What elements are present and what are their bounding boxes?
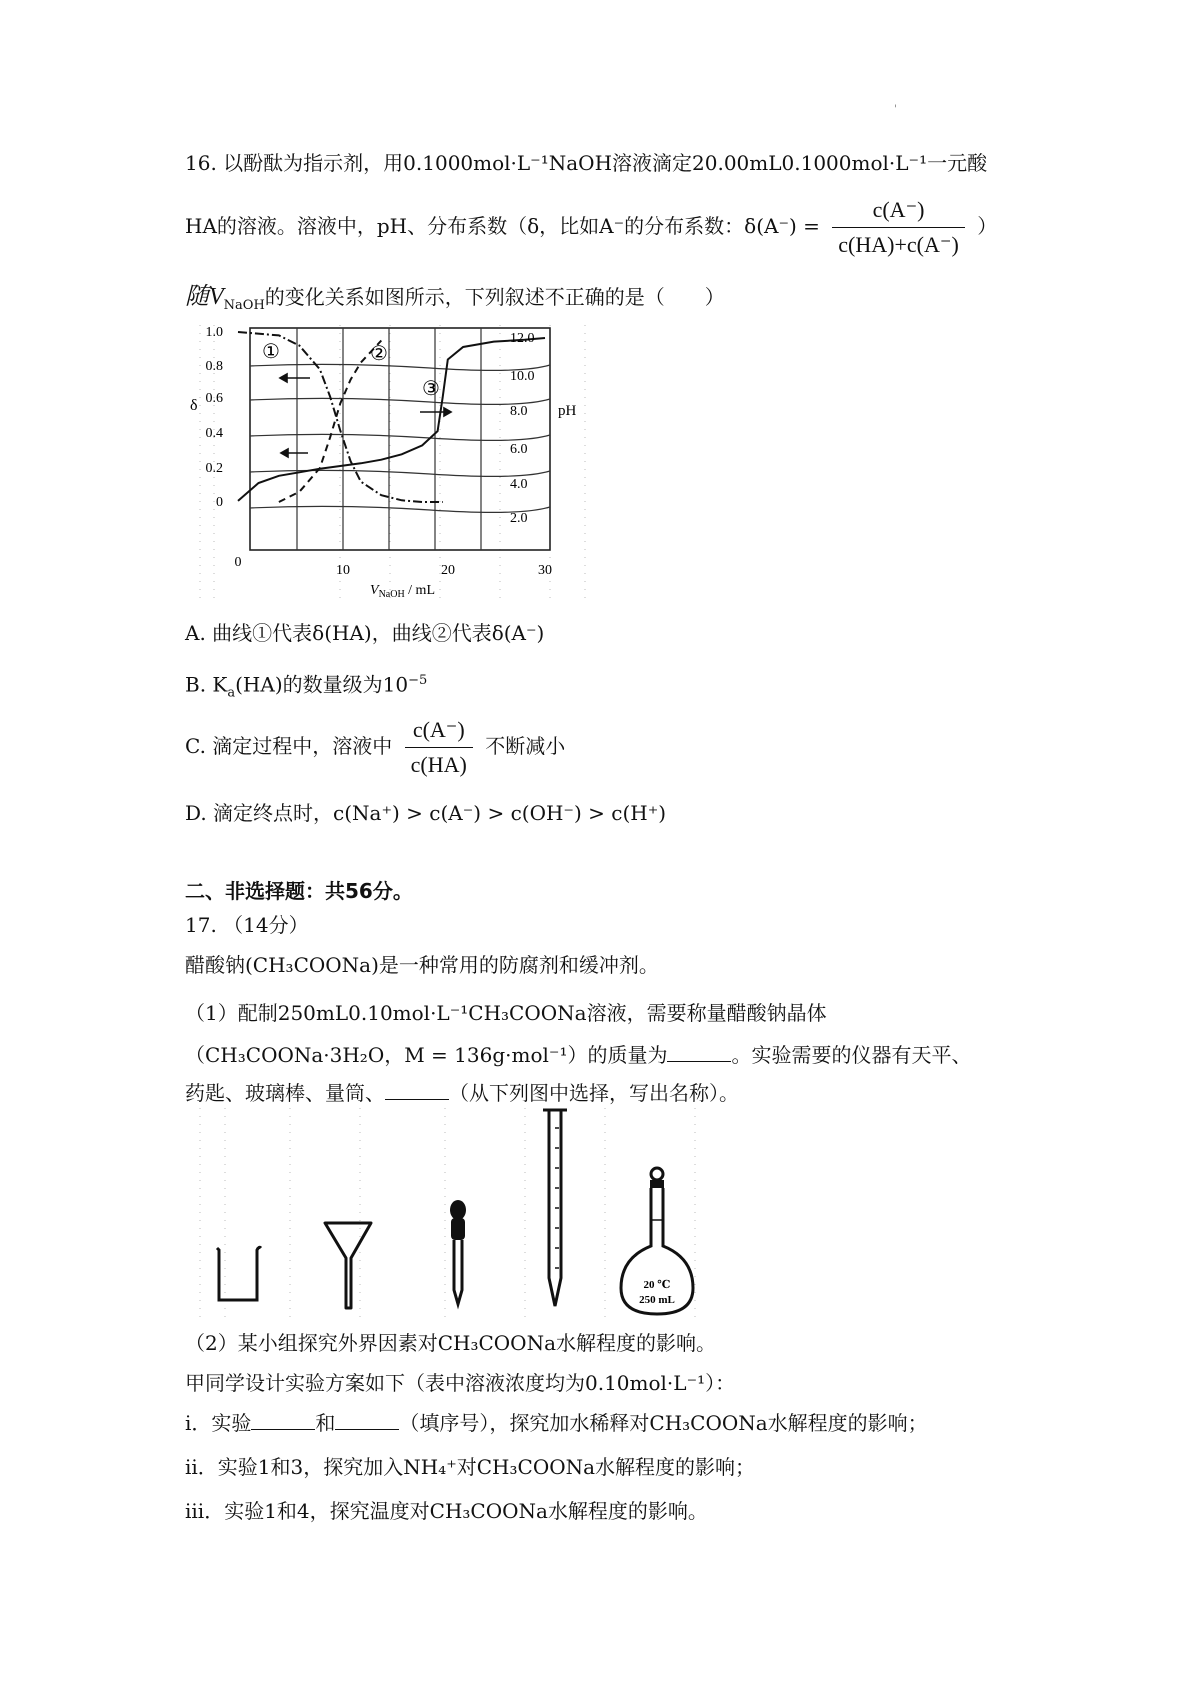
funnel-icon bbox=[325, 1223, 371, 1308]
q16-line1: 16. 以酚酞为指示剂，用0.1000mol·L⁻¹NaOH溶液滴定20.00mL0.1000mol·L⁻¹一元酸 bbox=[185, 151, 988, 175]
item-i-mid: 和 bbox=[315, 1411, 336, 1435]
curve-label-3: ③ bbox=[422, 378, 440, 400]
x-tick: 20 bbox=[441, 563, 455, 578]
x-tick: 0 bbox=[234, 555, 242, 570]
q16-option-a: A. 曲线①代表δ(HA)，曲线②代表δ(A⁻) bbox=[185, 621, 545, 645]
x-tick: 10 bbox=[336, 563, 350, 578]
curve-label-1: ① bbox=[262, 341, 280, 363]
y-right-tick: 12.0 bbox=[510, 331, 535, 346]
y-left-tick: 0.4 bbox=[205, 426, 223, 441]
option-c-pre: C. 滴定过程中，溶液中 bbox=[185, 734, 393, 758]
q17-item-i bbox=[185, 1408, 928, 1438]
y-left-tick: 0.8 bbox=[205, 359, 223, 374]
y-left-tick: 0 bbox=[216, 495, 223, 510]
q16-line2-post: ） bbox=[977, 214, 998, 238]
flask-label-temp: 20 ℃ bbox=[643, 1279, 671, 1291]
q17-p1-line1: （1）配制250mL0.10mol·L⁻¹CH₃COONa溶液，需要称量醋酸钠晶体 bbox=[185, 1001, 827, 1025]
x-ticks bbox=[235, 555, 553, 578]
q16-option-c bbox=[185, 710, 565, 782]
plot-frame bbox=[250, 328, 550, 550]
p1-line3-pre: 药匙、玻璃棒、量筒、 bbox=[185, 1081, 385, 1105]
option-c-den: c(HA) bbox=[410, 752, 467, 777]
option-c-fraction bbox=[405, 715, 473, 780]
y-right-label: pH bbox=[558, 403, 577, 419]
item-i-pre: i．实验 bbox=[185, 1411, 252, 1435]
x-tick: 30 bbox=[538, 563, 552, 578]
section-title: 二、非选择题：共56分。 bbox=[185, 879, 413, 903]
p1-line2-post: 。实验需要的仪器有天平、 bbox=[731, 1043, 972, 1067]
page-mark: ' bbox=[894, 104, 897, 115]
option-b-sub: a bbox=[227, 685, 236, 701]
answer-blank[interactable] bbox=[335, 1411, 399, 1430]
q16-v-sub: NaOH bbox=[223, 298, 265, 313]
beaker-icon bbox=[217, 1247, 261, 1300]
q16-fraction bbox=[832, 195, 965, 260]
q17-intro: 醋酸钠(CH₃COONa)是一种常用的防腐剂和缓冲剂。 bbox=[185, 953, 659, 977]
q17-p2-plan: 甲同学设计实验方案如下（表中溶液浓度均为0.10mol·L⁻¹）： bbox=[185, 1371, 736, 1395]
p1-line3-post: （从下列图中选择，写出名称）。 bbox=[449, 1081, 739, 1105]
q16-option-b bbox=[185, 666, 427, 709]
y-right-tick: 10.0 bbox=[510, 369, 535, 384]
q16-frac-den: c(HA)+c(A⁻) bbox=[838, 232, 959, 257]
x-axis-label: $V_{NaOH}$ / mL bbox=[370, 583, 436, 600]
q16-frac-num: c(A⁻) bbox=[832, 195, 965, 228]
q16-v-symbol: 随V bbox=[185, 284, 224, 310]
answer-blank[interactable] bbox=[251, 1411, 315, 1430]
option-b-text: (HA)的数量级为10 bbox=[235, 672, 409, 697]
answer-blank[interactable] bbox=[385, 1081, 449, 1100]
q16-line2-pre: HA的溶液。溶液中，pH、分布系数（δ，比如A⁻的分布系数：δ(A⁻) = bbox=[185, 214, 820, 238]
q17-p1-line2 bbox=[185, 1040, 971, 1070]
q16-line3-rest: 的变化关系如图所示，下列叙述不正确的是（ ） bbox=[264, 285, 725, 309]
q17-item-iii: iii．实验1和4，探究温度对CH₃COONa水解程度的影响。 bbox=[185, 1499, 708, 1523]
q16-line3 bbox=[185, 282, 725, 321]
horizontal-grid bbox=[250, 364, 550, 512]
p1-line2-text: （CH₃COONa·3H₂O，M = 136g·mol⁻¹）的质量为 bbox=[185, 1043, 668, 1067]
y-right-tick: 6.0 bbox=[510, 442, 528, 457]
pipette-icon bbox=[543, 1110, 567, 1306]
q17-item-ii: ii．实验1和3，探究加入NH₄⁺对CH₃COONa水解程度的影响； bbox=[185, 1455, 756, 1479]
titration-chart bbox=[190, 320, 610, 610]
right-ticks bbox=[510, 331, 535, 526]
item-i-post: （填序号），探究加水稀释对CH₃COONa水解程度的影响； bbox=[399, 1411, 928, 1435]
y-right-tick: 2.0 bbox=[510, 511, 528, 526]
q17-p1-line3 bbox=[185, 1078, 739, 1108]
y-left-tick: 0.2 bbox=[205, 461, 223, 476]
option-b-k: B. K bbox=[185, 672, 228, 697]
curve-label-2: ② bbox=[370, 343, 388, 365]
dotted-background bbox=[200, 325, 585, 605]
dropper-icon bbox=[450, 1200, 466, 1304]
y-left-label: δ bbox=[190, 397, 198, 414]
left-ticks bbox=[206, 325, 224, 510]
y-left-tick: 0.6 bbox=[205, 391, 223, 406]
y-right-tick: 8.0 bbox=[510, 404, 528, 419]
apparatus-figure bbox=[195, 1108, 725, 1323]
y-left-tick: 1.0 bbox=[205, 325, 223, 340]
answer-blank[interactable] bbox=[667, 1043, 731, 1062]
q16-line2 bbox=[185, 190, 997, 262]
option-c-num: c(A⁻) bbox=[405, 715, 473, 748]
y-right-tick: 4.0 bbox=[510, 477, 528, 492]
flask-label-volume: 250 mL bbox=[639, 1294, 675, 1306]
volumetric-flask-icon bbox=[621, 1168, 693, 1314]
option-c-post: 不断减小 bbox=[485, 734, 566, 758]
option-b-sup: −5 bbox=[408, 673, 428, 688]
q17-p2: （2）某小组探究外界因素对CH₃COONa水解程度的影响。 bbox=[185, 1331, 717, 1355]
q17-heading: 17. （14分） bbox=[185, 913, 309, 937]
q16-option-d: D. 滴定终点时，c(Na⁺) > c(A⁻) > c(OH⁻) > c(H⁺) bbox=[185, 801, 667, 825]
